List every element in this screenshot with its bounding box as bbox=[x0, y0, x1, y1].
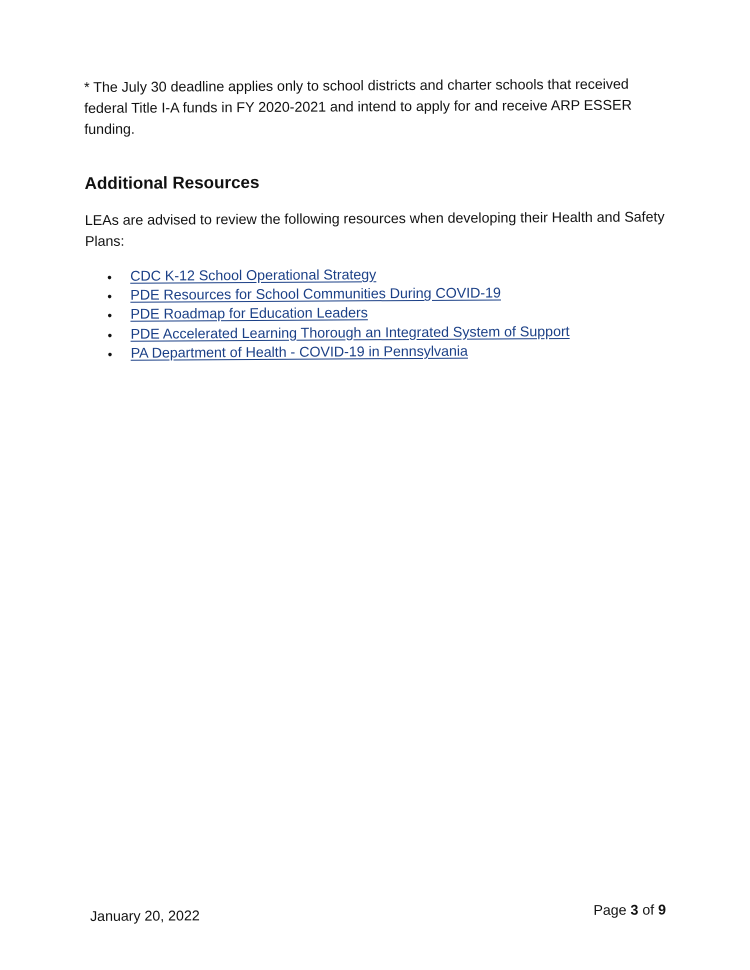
page-total: 9 bbox=[658, 902, 667, 919]
page-footer bbox=[90, 902, 667, 925]
bullet-icon: • bbox=[107, 289, 112, 305]
bullet-icon: • bbox=[107, 327, 113, 343]
resource-link-cdc-k12[interactable]: CDC K-12 School Operational Strategy bbox=[130, 267, 377, 285]
deadline-footnote: * The July 30 deadline applies only to school districts and charter schools that received federal Title I-A funds in FY 2020-2021 and intend to apply for and receive ARP ESSER funding. bbox=[84, 76, 632, 138]
section-intro: LEAs are advised to review the following resources when developing their Health and Safety Plans: bbox=[84, 209, 665, 250]
page-content bbox=[84, 74, 666, 364]
bullet-icon: • bbox=[107, 269, 112, 285]
resource-link-pde-roadmap[interactable]: PDE Roadmap for Education Leaders bbox=[130, 305, 368, 324]
page-current: 3 bbox=[630, 902, 639, 919]
resource-link-pde-accelerated-learning[interactable]: PDE Accelerated Learning Thorough an Integrated System of Support bbox=[130, 323, 570, 343]
bullet-icon: • bbox=[107, 308, 113, 324]
footer-date: January 20, 2022 bbox=[90, 908, 200, 925]
list-item bbox=[86, 341, 666, 364]
page-of: of bbox=[642, 902, 655, 919]
page-number bbox=[593, 902, 666, 918]
resource-link-pde-resources[interactable]: PDE Resources for School Communities During COVID-19 bbox=[130, 285, 501, 304]
resource-link-pa-health[interactable]: PA Department of Health - COVID-19 in Pennsylvania bbox=[130, 343, 468, 362]
resource-list bbox=[85, 264, 666, 364]
page-word: Page bbox=[593, 902, 627, 919]
section-heading: Additional Resources bbox=[84, 172, 260, 193]
bullet-icon: • bbox=[107, 346, 113, 362]
